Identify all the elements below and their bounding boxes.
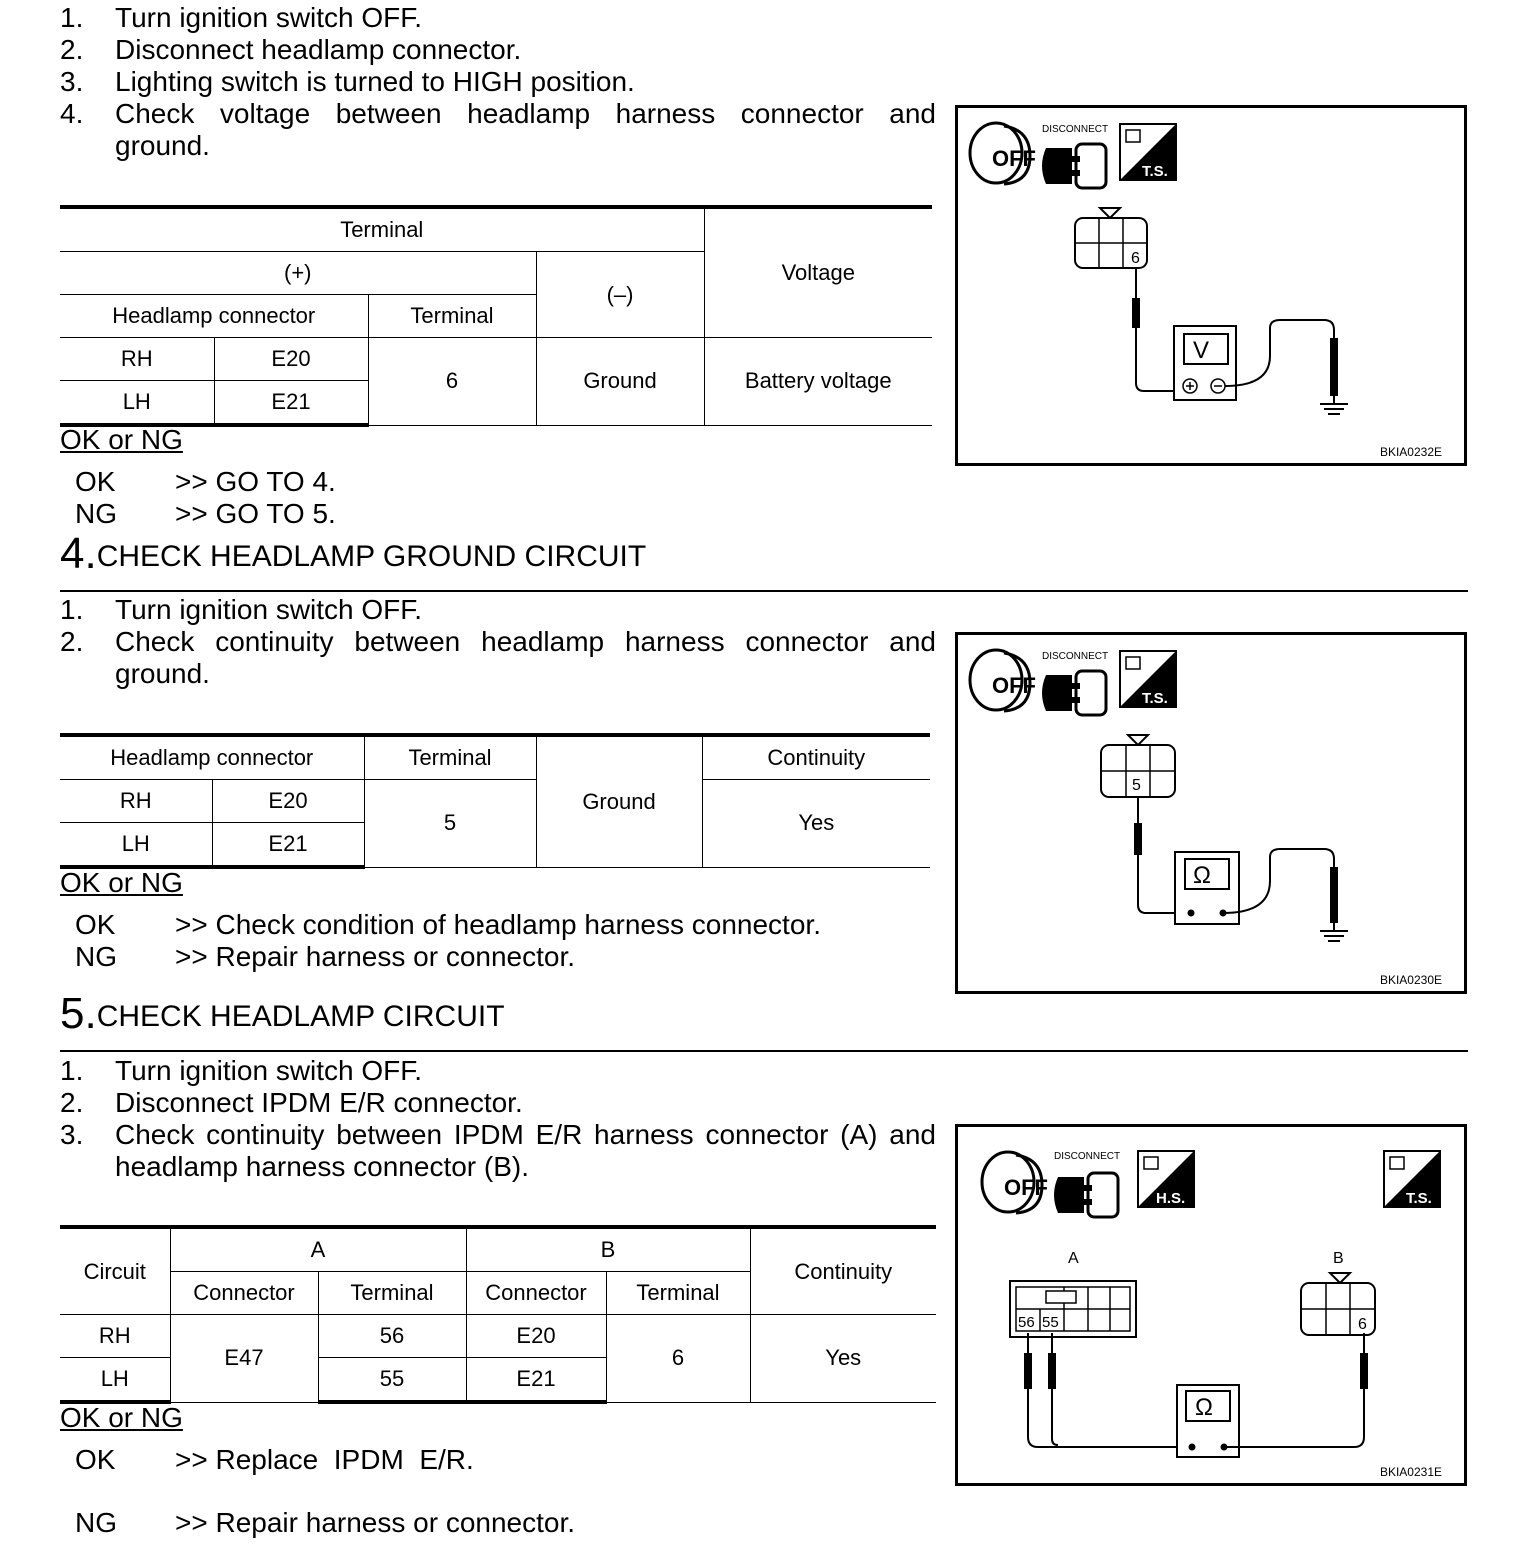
ng-label: NG — [75, 941, 117, 972]
s4-step-2 — [60, 626, 940, 690]
header-continuity: Continuity — [750, 1227, 936, 1315]
step-text: Turn ignition switch OFF. — [115, 594, 423, 625]
header-plus: (+) — [60, 252, 536, 295]
ts-text: T.S. — [1142, 163, 1168, 180]
step-text: Disconnect headlamp connector. — [115, 34, 522, 65]
headlamp-connector-b — [1301, 1273, 1375, 1335]
header-voltage: Voltage — [704, 207, 932, 338]
figure-voltage-check — [955, 105, 1467, 466]
step-text: Check continuity between IPDM E/R harness connector (A) and — [115, 1119, 936, 1150]
step-number-large: 4. — [60, 529, 97, 578]
hs-text: H.S. — [1156, 1190, 1186, 1207]
figure-code: BKIA0232E — [1379, 445, 1442, 459]
header-terminal: Terminal — [60, 207, 704, 252]
s3-step-2 — [60, 34, 940, 66]
s3-step-1 — [60, 2, 940, 34]
ok-action: >> Replace IPDM E/R. — [175, 1444, 474, 1475]
header-terminal: Terminal — [364, 735, 536, 780]
step-text: Turn ignition switch OFF. — [115, 1055, 423, 1086]
ng-action[interactable]: >> GO TO 5. — [175, 498, 336, 529]
header-b-terminal: Terminal — [606, 1272, 750, 1315]
figure-code: BKIA0230E — [1379, 973, 1442, 987]
disconnect-icon — [1042, 671, 1106, 715]
disconnect-text: DISCONNECT — [1042, 651, 1109, 662]
step-text: Check continuity between headlamp harness connector and — [115, 626, 936, 657]
ignition-off-icon — [970, 650, 1036, 711]
cell-b-connector: E21 — [466, 1358, 606, 1403]
pin-56-label: 56 — [1018, 1314, 1035, 1331]
ignition-off-icon — [970, 123, 1036, 184]
s4-ng-result — [75, 941, 576, 973]
cell-terminal: 6 — [368, 338, 536, 426]
cell-ground: Ground — [536, 338, 704, 426]
cell-side: LH — [60, 1358, 170, 1403]
s3-step-4 — [60, 98, 940, 162]
header-terminal-sub: Terminal — [368, 295, 536, 338]
section-divider — [60, 1050, 1468, 1052]
step-number: 4. — [60, 98, 84, 129]
step-number: 2. — [60, 1087, 84, 1118]
step-text-cont: ground. — [115, 130, 210, 161]
cell-b-connector: E20 — [466, 1315, 606, 1358]
voltage-diagram — [958, 108, 1470, 469]
s5-heading — [60, 989, 505, 1038]
header-continuity: Continuity — [702, 735, 930, 780]
ignition-off-icon — [982, 1152, 1048, 1213]
cell-side: RH — [60, 780, 212, 823]
s5-ng-result — [75, 1507, 576, 1539]
cell-voltage: Battery voltage — [704, 338, 932, 426]
header-headlamp-connector: Headlamp connector — [60, 295, 368, 338]
header-a-terminal: Terminal — [318, 1272, 466, 1315]
s3-ok-or-ng: OK or NG — [60, 424, 183, 455]
step-title: CHECK HEADLAMP CIRCUIT — [96, 1000, 505, 1033]
ok-label: OK — [75, 466, 116, 497]
cell-connector: E20 — [214, 338, 368, 381]
header-b-connector: Connector — [466, 1272, 606, 1315]
header-b: B — [466, 1227, 750, 1272]
s3-ok-result — [75, 466, 336, 498]
disconnect-text: DISCONNECT — [1054, 1151, 1121, 1162]
disconnect-icon — [1042, 144, 1106, 188]
ng-label: NG — [75, 498, 117, 529]
s4-ok-or-ng: OK or NG — [60, 867, 183, 898]
ok-action[interactable]: >> GO TO 4. — [175, 466, 336, 497]
pin-55-label: 55 — [1042, 1314, 1059, 1331]
s5-ok-or-ng: OK or NG — [60, 1402, 183, 1433]
ts-icon — [1384, 1151, 1440, 1207]
step-number: 2. — [60, 34, 84, 65]
step-number-large: 5. — [60, 989, 97, 1038]
ts-icon — [1120, 124, 1176, 180]
cell-a-connector: E47 — [170, 1315, 318, 1403]
s3-ng-result — [75, 498, 336, 530]
s3-step-3 — [60, 66, 940, 98]
ts-text: T.S. — [1142, 690, 1168, 707]
cell-a-terminal: 55 — [318, 1358, 466, 1403]
meter-symbol: Ω — [1193, 862, 1211, 889]
step-number: 3. — [60, 1119, 84, 1150]
header-headlamp-connector: Headlamp connector — [60, 735, 364, 780]
header-minus: (–) — [536, 252, 704, 338]
figure-ipdm-check — [955, 1124, 1467, 1486]
ok-action: >> Check condition of headlamp harness connector. — [175, 909, 821, 940]
off-text: OFF — [992, 146, 1036, 171]
cell-side: RH — [60, 338, 214, 381]
s5-step-3 — [60, 1119, 940, 1183]
header-a-connector: Connector — [170, 1272, 318, 1315]
s4-ok-result — [75, 909, 821, 941]
cell-side: RH — [60, 1315, 170, 1358]
cell-continuity: Yes — [702, 780, 930, 868]
hs-icon — [1138, 1151, 1194, 1207]
meter-symbol: Ω — [1195, 1394, 1213, 1421]
s5-step-1 — [60, 1055, 940, 1087]
voltage-table — [60, 205, 932, 427]
headlamp-connector — [1075, 208, 1147, 268]
connector-a-label: A — [1068, 1250, 1079, 1267]
header-circuit: Circuit — [60, 1227, 170, 1315]
s5-step-2 — [60, 1087, 940, 1119]
cell-connector: E20 — [212, 780, 364, 823]
meter-symbol: V — [1193, 337, 1210, 364]
off-text: OFF — [992, 673, 1036, 698]
s5-ok-result — [75, 1444, 474, 1476]
header-a: A — [170, 1227, 466, 1272]
step-text-cont: headlamp harness connector (B). — [115, 1151, 529, 1182]
figure-code: BKIA0231E — [1379, 1465, 1442, 1479]
step-number: 3. — [60, 66, 84, 97]
pin-6-label: 6 — [1358, 1316, 1367, 1333]
step-number: 2. — [60, 626, 84, 657]
step-number: 1. — [60, 594, 84, 625]
ok-label: OK — [75, 909, 116, 940]
ground-diagram — [958, 635, 1470, 997]
figure-ground-check — [955, 632, 1467, 994]
ts-icon — [1120, 651, 1176, 707]
cell-ground: Ground — [536, 735, 702, 867]
pin-label: 5 — [1132, 777, 1141, 794]
cell-a-terminal: 56 — [318, 1315, 466, 1358]
cell-continuity: Yes — [750, 1315, 936, 1403]
s4-step-1 — [60, 594, 940, 626]
step-text: Disconnect IPDM E/R connector. — [115, 1087, 523, 1118]
disconnect-icon — [1054, 1173, 1118, 1217]
step-text: Lighting switch is turned to HIGH position. — [115, 66, 635, 97]
off-text: OFF — [1004, 1175, 1048, 1200]
ng-action: >> Repair harness or connector. — [175, 941, 576, 972]
cell-terminal: 5 — [364, 780, 536, 868]
step-number: 1. — [60, 2, 84, 33]
disconnect-text: DISCONNECT — [1042, 124, 1109, 135]
ts-text: T.S. — [1406, 1190, 1432, 1207]
ng-label: NG — [75, 1507, 117, 1538]
cell-side: LH — [60, 823, 212, 868]
section-divider — [60, 590, 1468, 592]
cell-side: LH — [60, 381, 214, 426]
step-number: 1. — [60, 1055, 84, 1086]
continuity-table — [60, 733, 930, 869]
headlamp-connector — [1101, 735, 1175, 797]
cell-connector: E21 — [214, 381, 368, 426]
connector-b-label: B — [1333, 1250, 1344, 1267]
ok-label: OK — [75, 1444, 116, 1475]
cell-connector: E21 — [212, 823, 364, 868]
ipdm-continuity-table — [60, 1225, 936, 1404]
ipdm-connector-a — [1010, 1281, 1136, 1337]
step-title: CHECK HEADLAMP GROUND CIRCUIT — [96, 540, 647, 573]
pin-label: 6 — [1131, 250, 1140, 267]
ipdm-diagram — [958, 1127, 1470, 1489]
cell-b-terminal: 6 — [606, 1315, 750, 1403]
step-text: Turn ignition switch OFF. — [115, 2, 423, 33]
step-text: Check voltage between headlamp harness connector and — [115, 98, 936, 129]
step-text-cont: ground. — [115, 658, 210, 689]
s4-heading — [60, 529, 647, 578]
ng-action: >> Repair harness or connector. — [175, 1507, 576, 1538]
